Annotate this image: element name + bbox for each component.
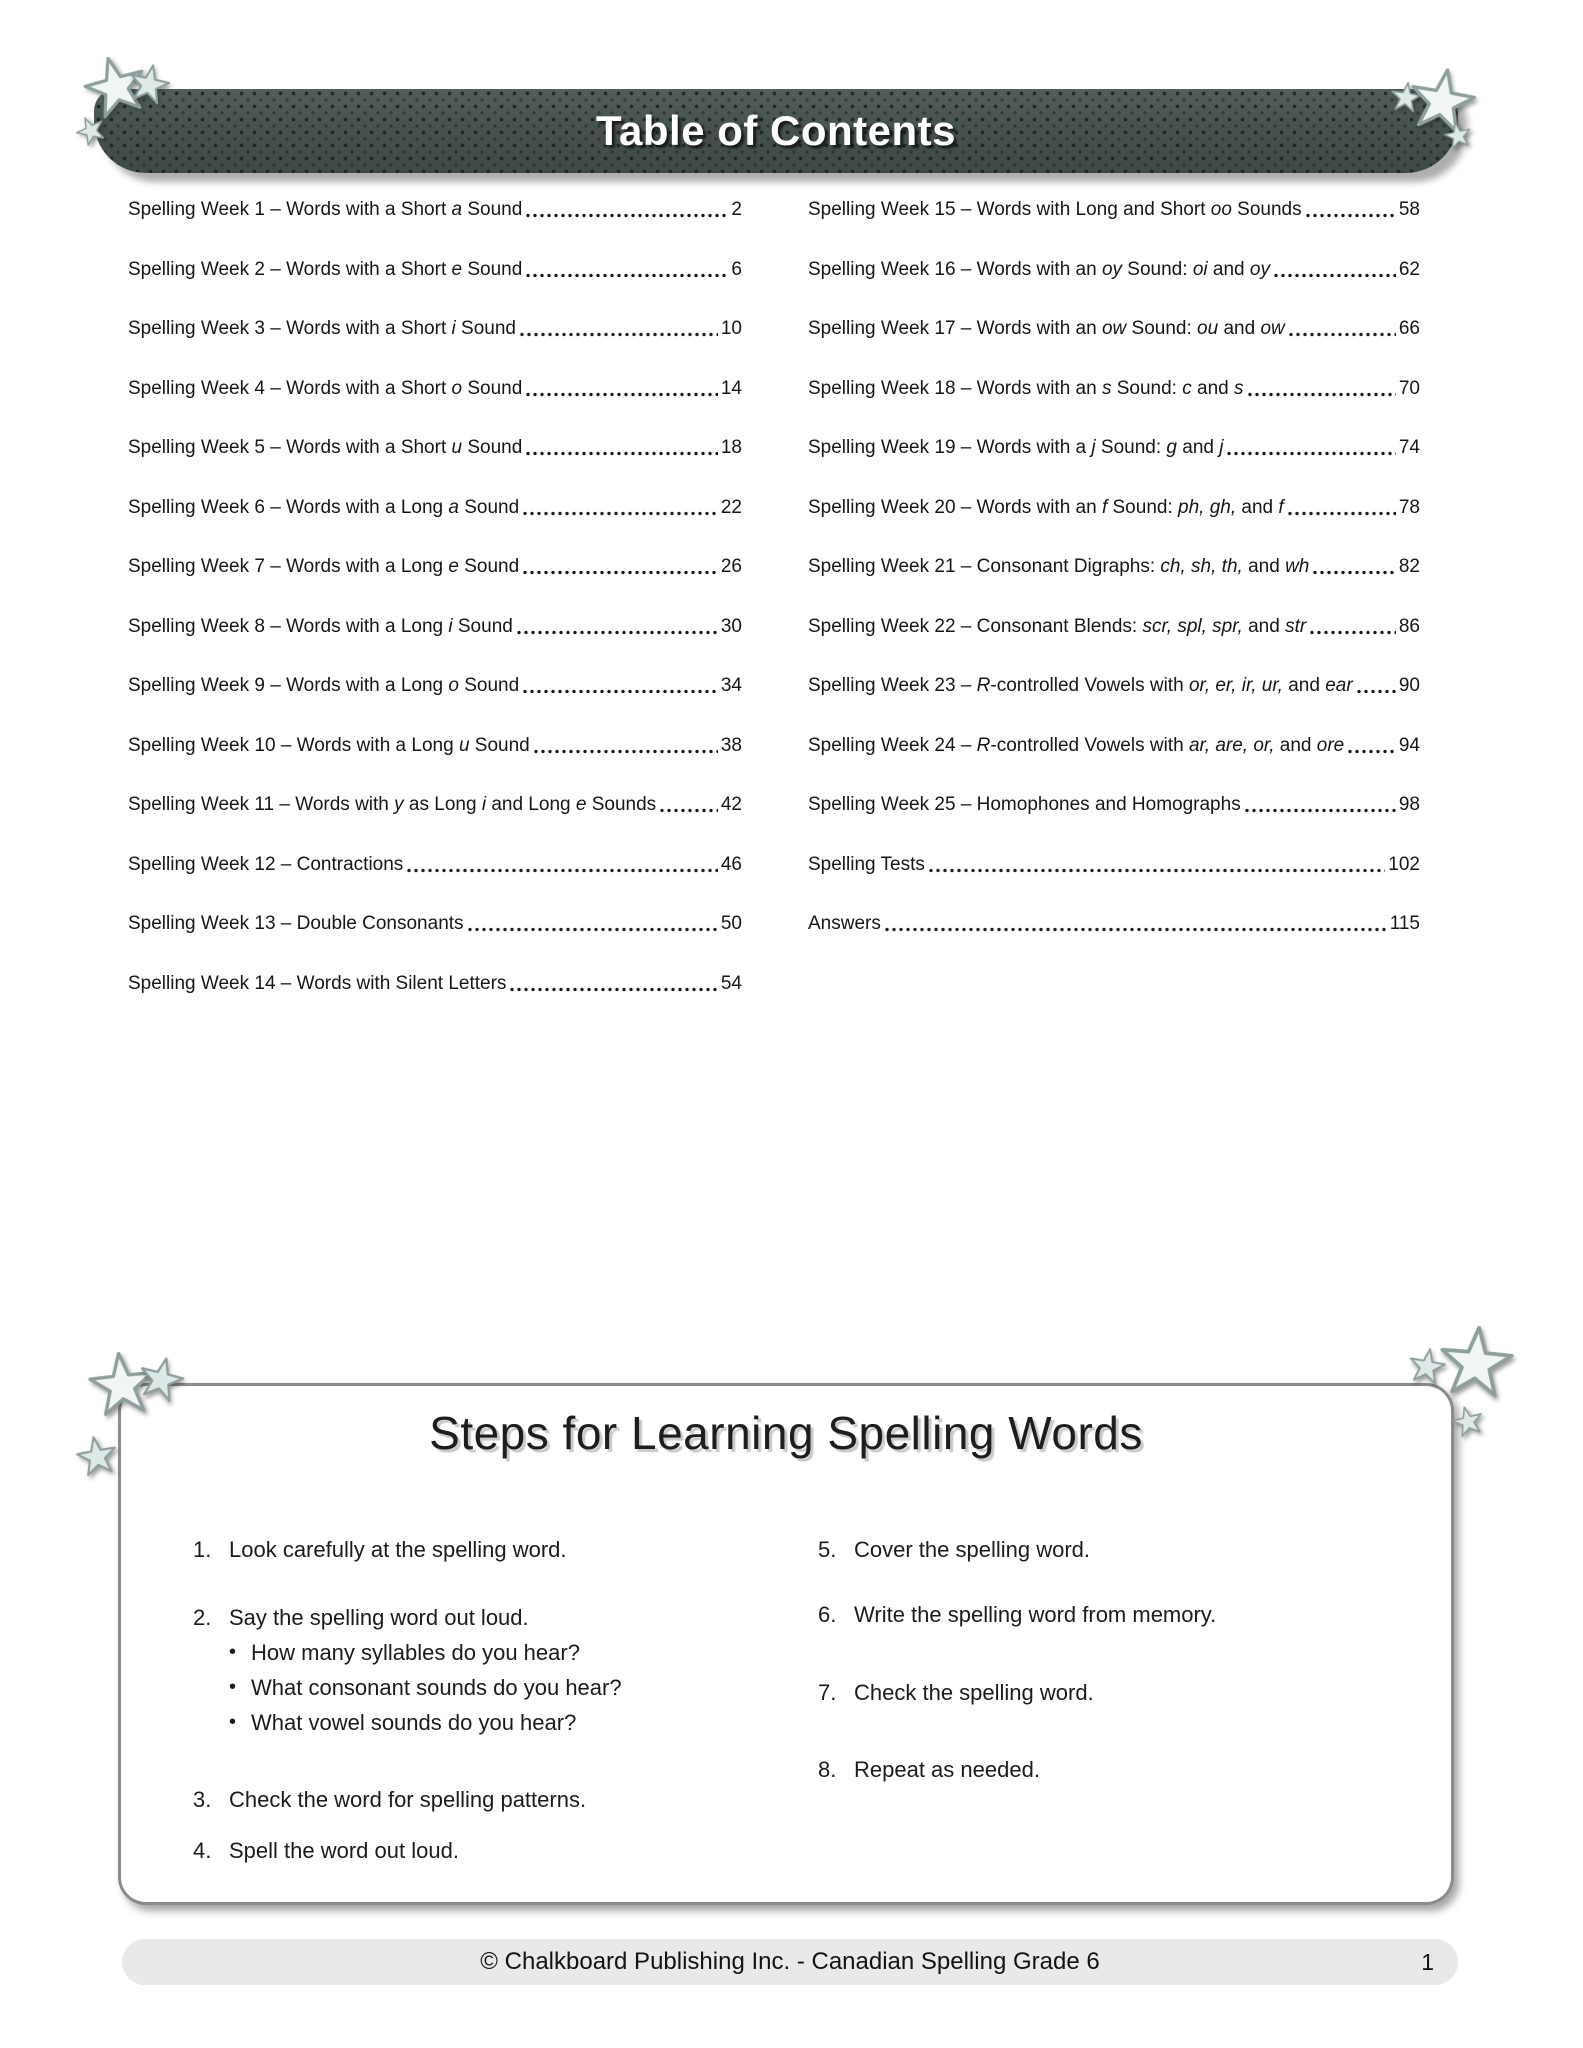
dotted-leader [407, 868, 718, 873]
page-number: 22 [720, 496, 742, 518]
dotted-leader [517, 630, 718, 635]
steps-title: Steps for Learning Spelling Words [429, 1407, 1143, 1459]
page-number: 54 [720, 972, 742, 994]
dotted-leader [526, 273, 728, 278]
dotted-leader [1310, 630, 1396, 635]
toc-entry-label: Spelling Week 22 – Consonant Blends: scr, spl, spr, and str [808, 615, 1307, 637]
star-icon [1441, 119, 1474, 152]
toc-entry [808, 616, 1420, 638]
toc-entry [808, 794, 1420, 816]
header-banner [94, 89, 1458, 173]
toc-column-right [808, 199, 1420, 973]
page-number: 26 [720, 556, 742, 577]
dotted-leader [1274, 273, 1396, 278]
page-number: 34 [720, 675, 742, 696]
page-number: 42 [720, 794, 742, 815]
toc-entry-label: Spelling Week 15 – Words with Long and Short oo Sounds [808, 199, 1302, 220]
toc-entry-label: Spelling Week 17 – Words with an ow Sound: ou and ow [808, 318, 1285, 339]
bullet-item [229, 1709, 758, 1736]
toc-entry-label: Spelling Week 5 – Words with a Short u Sound [128, 437, 523, 458]
step-text: Repeat as needed. [854, 1757, 1040, 1782]
page-number: 74 [1398, 437, 1420, 458]
step-number: 6. [818, 1602, 837, 1627]
steps-list-left [193, 1536, 758, 1864]
dotted-leader [520, 332, 718, 337]
bullet-text: What vowel sounds do you hear? [251, 1710, 577, 1735]
step-item [193, 1536, 758, 1563]
toc-entry [128, 854, 742, 876]
toc-entry [808, 199, 1420, 221]
dotted-leader [1348, 749, 1396, 754]
step-item [818, 1601, 1383, 1628]
page-number: 62 [1398, 258, 1420, 280]
toc-entry-label: Spelling Week 1 – Words with a Short a Sound [128, 199, 523, 220]
step-item [193, 1604, 758, 1736]
page-title: Table of Contents [595, 107, 957, 154]
toc-entry-label: Spelling Week 20 – Words with an f Sound: ph, gh, and f [808, 496, 1284, 518]
dotted-leader [526, 392, 718, 397]
toc-entry [808, 556, 1420, 578]
page-number: 70 [1398, 377, 1420, 399]
toc-entry-label: Spelling Week 3 – Words with a Short i Sound [128, 318, 516, 339]
toc-entry-label: Spelling Week 2 – Words with a Short e Sound [128, 258, 523, 280]
toc-entry-label: Spelling Week 25 – Homophones and Homographs [808, 794, 1241, 815]
toc-entry [128, 378, 742, 400]
dotted-leader [510, 987, 717, 992]
page-number: 14 [720, 377, 742, 399]
page-number: 30 [720, 615, 742, 637]
bullet-icon: • [229, 1711, 237, 1733]
dotted-leader [523, 570, 718, 575]
toc-entry [128, 259, 742, 281]
page-number: 46 [720, 853, 742, 875]
dotted-leader [1289, 332, 1396, 337]
toc-entry-label: Spelling Week 10 – Words with a Long u Sound [128, 734, 530, 756]
page-number: 102 [1388, 853, 1420, 875]
step-item [818, 1536, 1383, 1563]
page-number: 38 [720, 734, 742, 756]
toc-entry [808, 437, 1420, 459]
step-number: 8. [818, 1757, 837, 1782]
star-icon [1449, 1403, 1488, 1442]
bullet-text: What consonant sounds do you hear? [251, 1675, 622, 1700]
page-number: 98 [1398, 794, 1420, 815]
dotted-leader [523, 689, 718, 694]
page-number: 2 [731, 199, 742, 220]
toc-entry-label: Spelling Week 23 – R-controlled Vowels with or, er, ir, ur, and ear [808, 675, 1353, 696]
footer-page-number: 1 [1421, 1949, 1434, 1975]
dotted-leader [1357, 689, 1396, 694]
dotted-leader [929, 868, 1385, 873]
toc-entry-label: Spelling Week 16 – Words with an oy Sound: oi and oy [808, 258, 1270, 280]
step-number: 3. [193, 1787, 212, 1812]
page-number: 115 [1389, 913, 1420, 934]
dotted-leader [660, 808, 718, 813]
dotted-leader [523, 511, 718, 516]
step-number: 1. [193, 1537, 212, 1562]
step-item [818, 1679, 1383, 1706]
step-text: Say the spelling word out loud. • How many syllables do you hear? • What consonant sounds do you hear? • What vowel sounds do you hear? [229, 1604, 758, 1736]
toc-entry-label: Spelling Week 4 – Words with a Short o Sound [128, 377, 523, 399]
toc-entry [128, 735, 742, 757]
dotted-leader [885, 927, 1387, 932]
toc-entry-label: Spelling Week 18 – Words with an s Sound: c and s [808, 377, 1244, 399]
step-number: 2. [193, 1605, 212, 1630]
step-number: 7. [818, 1680, 837, 1705]
dotted-leader [526, 451, 718, 456]
page-number: 90 [1398, 675, 1420, 696]
dotted-leader [534, 749, 718, 754]
toc-entry [128, 794, 742, 816]
toc-entry-label: Spelling Week 12 – Contractions [128, 853, 404, 875]
dotted-leader [1306, 213, 1396, 218]
star-icon [73, 1433, 122, 1482]
bullet-text: How many syllables do you hear? [251, 1640, 580, 1665]
step-item [193, 1837, 758, 1864]
toc-entry [128, 437, 742, 459]
toc-entry-label: Spelling Week 13 – Double Consonants [128, 913, 464, 934]
toc-entry [808, 318, 1420, 340]
toc-entry [128, 497, 742, 519]
toc-entry [808, 259, 1420, 281]
toc-entry [808, 675, 1420, 697]
dotted-leader [1313, 570, 1396, 575]
page-number: 78 [1398, 496, 1420, 518]
toc-entry [128, 913, 742, 935]
bullet-item [229, 1674, 758, 1701]
footer-bar [122, 1939, 1458, 1985]
page-number: 58 [1398, 199, 1420, 220]
toc-entry [808, 378, 1420, 400]
dotted-leader [1248, 392, 1396, 397]
toc-entry [128, 973, 742, 995]
toc-entry-label: Spelling Week 24 – R-controlled Vowels with ar, are, or, and ore [808, 734, 1345, 756]
dotted-leader [1245, 808, 1396, 813]
page-number: 18 [720, 437, 742, 458]
toc-entry-label: Spelling Week 19 – Words with a j Sound: g and j [808, 437, 1224, 458]
toc-entry-label: Spelling Week 21 – Consonant Digraphs: ch, sh, th, and wh [808, 556, 1310, 577]
toc-entry [128, 199, 742, 221]
star-icon [124, 60, 174, 110]
page-number: 66 [1398, 318, 1420, 339]
toc-entry-label: Spelling Week 11 – Words with y as Long i and Long e Sounds [128, 794, 657, 815]
toc-entry [808, 497, 1420, 519]
dotted-leader [1288, 511, 1396, 516]
step-text: Check the spelling word. [854, 1680, 1094, 1705]
dotted-leader [526, 213, 728, 218]
step-text: Spell the word out loud. [229, 1838, 459, 1863]
step-item [818, 1756, 1383, 1783]
steps-list-right [818, 1536, 1383, 1783]
toc-entry [808, 735, 1420, 757]
toc-entry [128, 616, 742, 638]
toc-entry [128, 675, 742, 697]
page-number: 10 [720, 318, 742, 339]
steps-box [118, 1383, 1454, 1905]
toc-entry [808, 854, 1420, 876]
toc-entry-label: Spelling Week 6 – Words with a Long a Sound [128, 496, 520, 518]
step-text: Look carefully at the spelling word. [229, 1537, 567, 1562]
toc-entry-label: Spelling Week 7 – Words with a Long e Sound [128, 556, 520, 577]
star-icon [1435, 1323, 1517, 1405]
page-number: 6 [731, 258, 742, 280]
dotted-leader [1227, 451, 1395, 456]
bullet-item [229, 1639, 758, 1666]
toc-entry-label: Spelling Tests [808, 853, 925, 875]
bullet-icon: • [229, 1641, 237, 1663]
footer-text: © Chalkboard Publishing Inc. - Canadian Spelling Grade 6 [480, 1948, 1100, 1975]
toc-entry-label: Spelling Week 8 – Words with a Long i Sound [128, 615, 513, 637]
toc-entry [128, 556, 742, 578]
toc-column-left [128, 199, 742, 1032]
step-text: Check the word for spelling patterns. [229, 1787, 587, 1812]
step-number: 5. [818, 1537, 837, 1562]
step-item [193, 1786, 758, 1813]
page-number: 50 [720, 913, 742, 934]
page-number: 86 [1398, 615, 1420, 637]
page-number: 82 [1398, 556, 1420, 577]
toc-entry-label: Answers [808, 913, 881, 934]
toc-entry-label: Spelling Week 14 – Words with Silent Letters [128, 972, 507, 994]
step-number: 4. [193, 1838, 212, 1863]
dotted-leader [468, 927, 718, 932]
toc-entry [128, 318, 742, 340]
toc-entry-label: Spelling Week 9 – Words with a Long o Sound [128, 675, 520, 696]
toc-entry [808, 913, 1420, 935]
step-text: Cover the spelling word. [854, 1537, 1091, 1562]
step-text: Write the spelling word from memory. [854, 1602, 1217, 1627]
page-number: 94 [1398, 734, 1420, 756]
bullet-icon: • [229, 1676, 237, 1698]
